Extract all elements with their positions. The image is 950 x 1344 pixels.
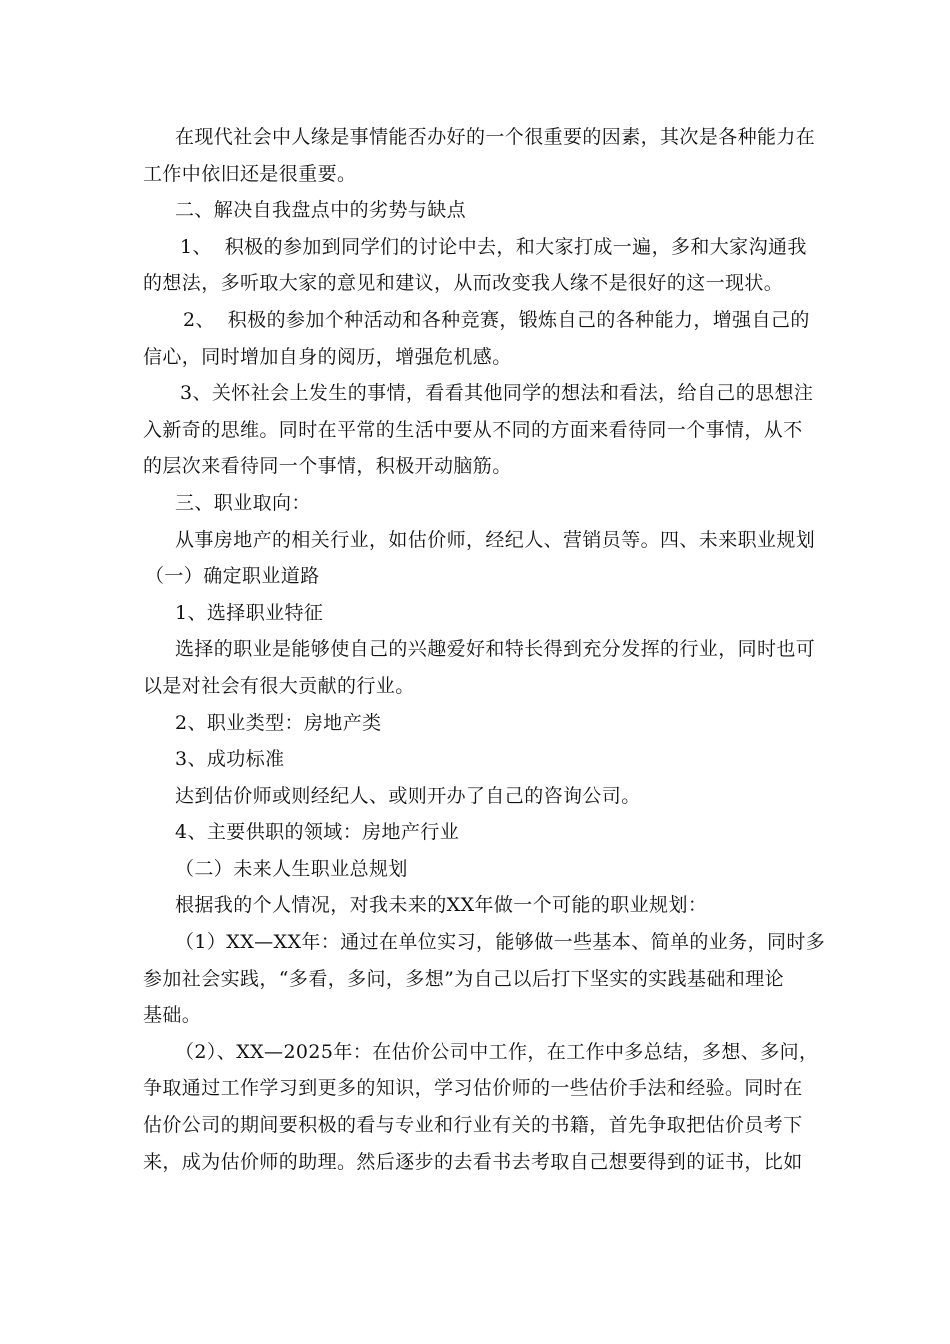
plan-item-line: 来，成为估价师的助理。然后逐步的去看书去考取自己想要得到的证书，比如 [143,1150,803,1173]
paragraph-line: 选择的职业是能够使自己的兴趣爱好和特长得到充分发挥的行业，同时也可 [175,638,816,661]
paragraph-line: 以是对社会有很大贡献的行业。 [143,674,415,697]
subsection-heading: 2、职业类型：房地产类 [175,711,382,734]
paragraph-line: 达到估价师或则经纪人、或则开办了自己的咨询公司。 [175,784,641,807]
plan-item-line: （2）、XX—2025年：在估价公司中工作，在工作中多总结，多想、多问， [175,1040,819,1063]
plan-item-line: （1）XX—XX年：通过在单位实习，能够做一些基本、简单的业务，同时多 [175,931,826,954]
subsection-heading: 3、成功标准 [175,748,285,771]
list-item-line: 3、关怀社会上发生的事情，看看其他同学的想法和看法，给自己的思想注 [180,382,814,405]
paragraph-line: 根据我的个人情况，对我未来的XX年做一个可能的职业规划： [175,894,708,917]
paragraph-line: 在现代社会中人缘是事情能否办好的一个很重要的因素，其次是各种能力在 [175,126,816,148]
subsection-heading: 4、主要供职的领域：房地产行业 [175,821,460,844]
section-heading: 三、职业取向： [175,491,311,514]
section-heading: （一）确定职业道路 [145,565,320,588]
plan-item-line: 基础。 [143,1004,202,1027]
list-item-line: 入新奇的思维。同时在平常的生活中要从不同的方面来看待同一个事情，从不 [143,418,803,441]
list-item-line: 1、 积极的参加到同学们的讨论中去，和大家打成一遍，多和大家沟通我 [180,235,807,258]
plan-item-line: 参加社会实践，“多看，多问，多想”为自己以后打下坚实的实践基础和理论 [143,967,785,990]
plan-item-line: 估价公司的期间要积极的看与专业和行业有关的书籍，首先争取把估价员考下 [143,1114,803,1137]
body-text [143,119,826,1180]
section-heading: 二、解决自我盘点中的劣势与缺点 [175,199,467,222]
paragraph-line: 从事房地产的相关行业，如估价师，经纪人、营销员等。四、未来职业规划 [175,528,816,551]
subsection-heading: 1、选择职业特征 [175,601,324,624]
list-item-line: 2、 积极的参加个种活动和各种竞赛，锻炼自己的各种能力，增强自己的 [183,308,810,331]
paragraph-line: 工作中依旧还是很重要。 [143,162,357,185]
list-item-line: 信心，同时增加自身的阅历，增强危机感。 [143,345,512,368]
plan-item-line: 争取通过工作学习到更多的知识，学习估价师的一些估价手法和经验。同时在 [143,1077,803,1100]
list-item-line: 的层次来看待同一个事情，积极开动脑筋。 [143,455,512,478]
list-item-line: 的想法，多听取大家的意见和建议，从而改变我人缘不是很好的这一现状。 [143,272,784,295]
section-heading: （二）未来人生职业总规划 [175,857,408,880]
